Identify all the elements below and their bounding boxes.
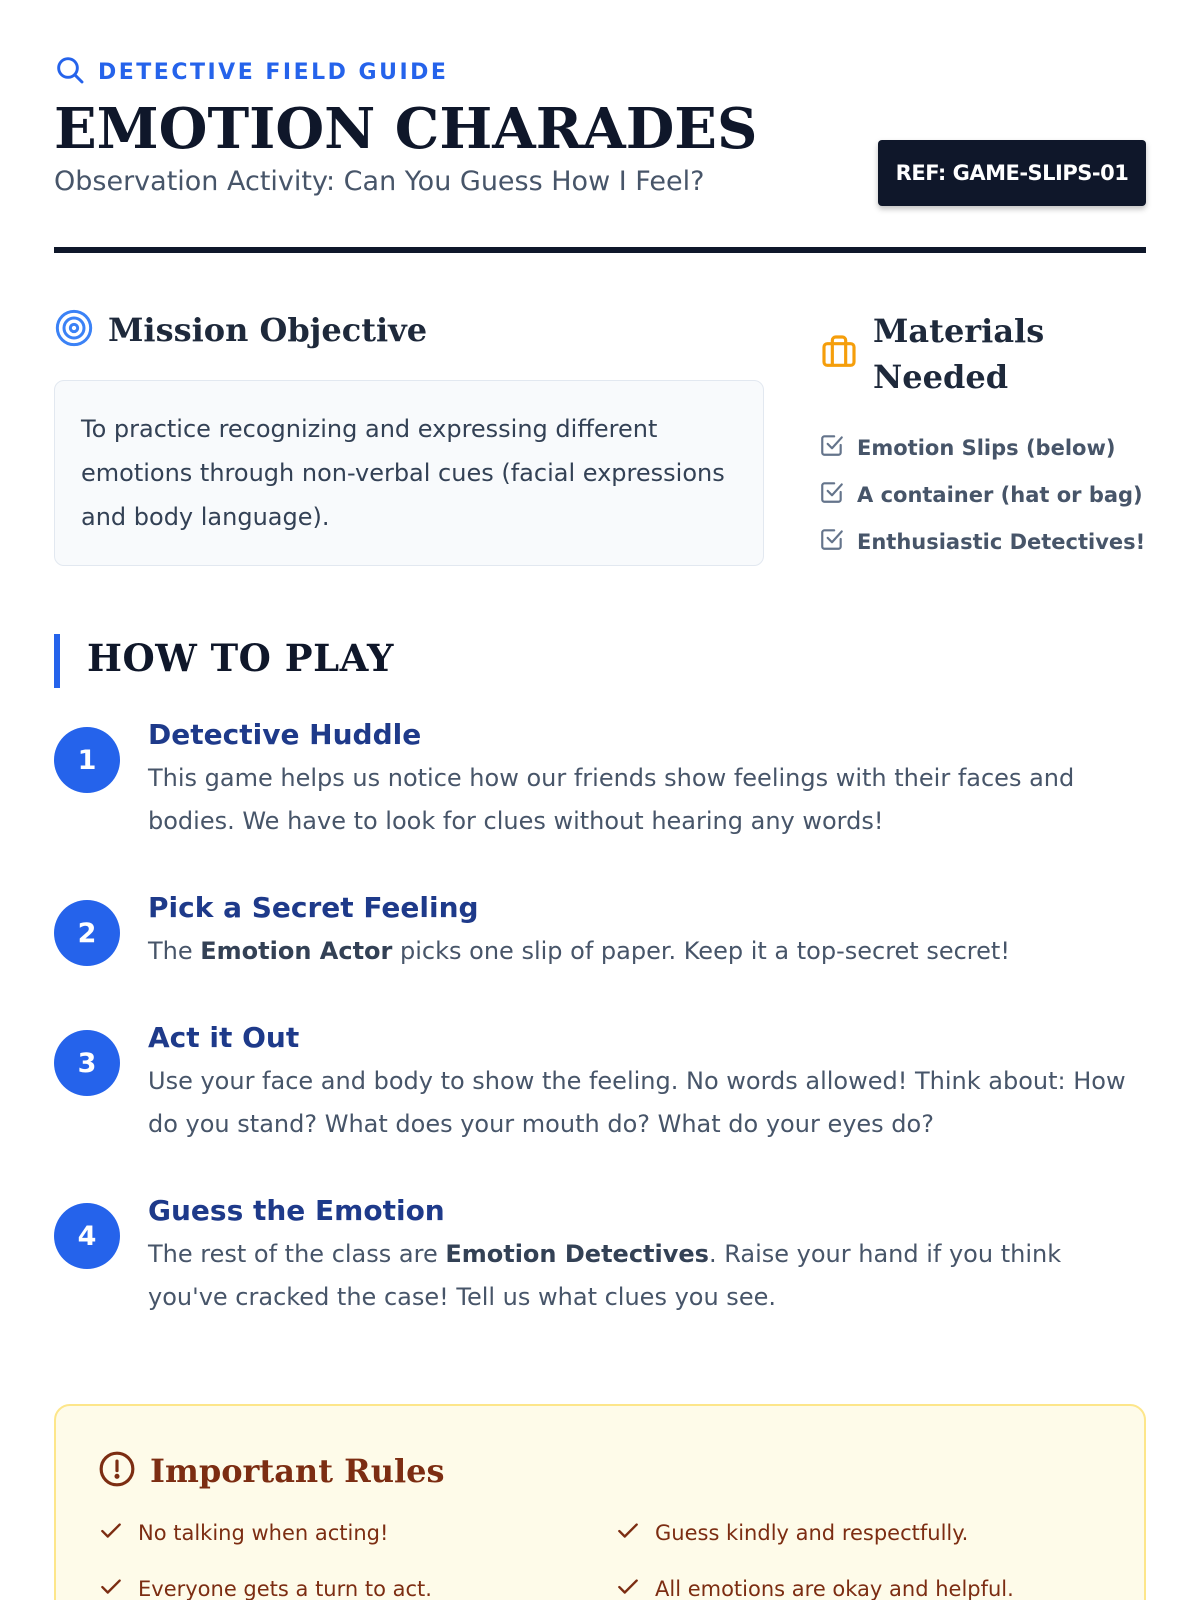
list-item [819, 424, 1146, 471]
reference-badge: REF: GAME-SLIPS-01 [878, 140, 1146, 206]
rule-text: All emotions are okay and helpful. [655, 1576, 1014, 1600]
rule-text: No talking when acting! [138, 1520, 389, 1545]
step-text: This game helps us notice how our friends show feelings with their faces and bodies. We have to look for clues without hearing any words! [148, 764, 1075, 835]
eyebrow [54, 54, 448, 90]
step-text [148, 1233, 1148, 1319]
rule-item [615, 1517, 968, 1548]
briefcase-icon [819, 332, 859, 376]
step-text-start: The rest of the class are [148, 1240, 446, 1268]
step-text-end: . Raise your hand if you think you've cracked the case! Tell us what clues you see. [148, 1240, 1062, 1311]
target-icon [54, 308, 94, 352]
rule-text: Everyone gets a turn to act. [138, 1576, 432, 1600]
rule-item [98, 1517, 388, 1548]
check-icon [98, 1517, 124, 1548]
step-body [148, 886, 1148, 973]
step-text-start: The [148, 937, 201, 965]
field-guide-page [54, 0, 1146, 1600]
materials-list [819, 424, 1146, 565]
checkbox-checked-icon [819, 526, 845, 557]
how-to-play-heading: HOW TO PLAY [87, 636, 394, 680]
rule-text: Guess kindly and respectfully. [655, 1520, 969, 1545]
list-item [819, 518, 1146, 565]
checkbox-checked-icon [819, 479, 845, 510]
step-body [148, 1189, 1148, 1319]
step-title: Detective Huddle [148, 718, 422, 751]
mission-header [54, 308, 427, 352]
step-text-bold: Emotion Detectives [445, 1240, 709, 1268]
rule-item [615, 1573, 1014, 1600]
step-text [148, 930, 1148, 973]
step-text-end: picks one slip of paper. Keep it a top-secret secret! [392, 937, 1010, 965]
checkbox-checked-icon [819, 432, 845, 463]
step-number-badge: 2 [54, 900, 120, 966]
materials-panel [819, 308, 1146, 565]
step-text: Use your face and body to show the feeling. No words allowed! Think about: How do you stand? What does your mouth do? What do your eyes do? [148, 1067, 1126, 1138]
material-label: A container (hat or bag) [857, 482, 1143, 507]
check-icon [98, 1573, 124, 1600]
important-rules-box [54, 1404, 1146, 1600]
materials-header [819, 308, 1146, 400]
step-number-badge: 1 [54, 727, 120, 793]
step-body [148, 713, 1148, 843]
material-label: Emotion Slips (below) [857, 435, 1116, 460]
page-subtitle: Observation Activity: Can You Guess How I Feel? [54, 166, 705, 197]
eyebrow-text: DETECTIVE FIELD GUIDE [98, 59, 449, 85]
search-icon [54, 54, 86, 90]
step-title: Pick a Secret Feeling [148, 891, 479, 924]
check-icon [615, 1517, 641, 1548]
material-label: Enthusiastic Detectives! [857, 529, 1146, 554]
step-number-badge: 3 [54, 1030, 120, 1096]
materials-heading: Materials Needed [873, 312, 1045, 396]
mission-objective-box [54, 380, 764, 566]
rules-header [98, 1450, 445, 1492]
check-icon [615, 1573, 641, 1600]
step-number-badge: 4 [54, 1203, 120, 1269]
alert-circle-icon [98, 1450, 136, 1492]
mission-text: To practice recognizing and expressing different emotions through non-verbal cues (facial expressions and body language). [81, 415, 725, 531]
step-title: Act it Out [148, 1021, 300, 1054]
page-title: EMOTION CHARADES [54, 96, 758, 162]
rule-item [98, 1573, 432, 1600]
step-body [148, 1016, 1148, 1146]
step-title: Guess the Emotion [148, 1194, 445, 1227]
rules-heading: Important Rules [150, 1452, 445, 1490]
step-text-bold: Emotion Actor [200, 937, 393, 965]
list-item [819, 471, 1146, 518]
section-accent-bar [54, 634, 60, 688]
mission-heading: Mission Objective [108, 311, 428, 349]
header-divider [54, 247, 1146, 253]
